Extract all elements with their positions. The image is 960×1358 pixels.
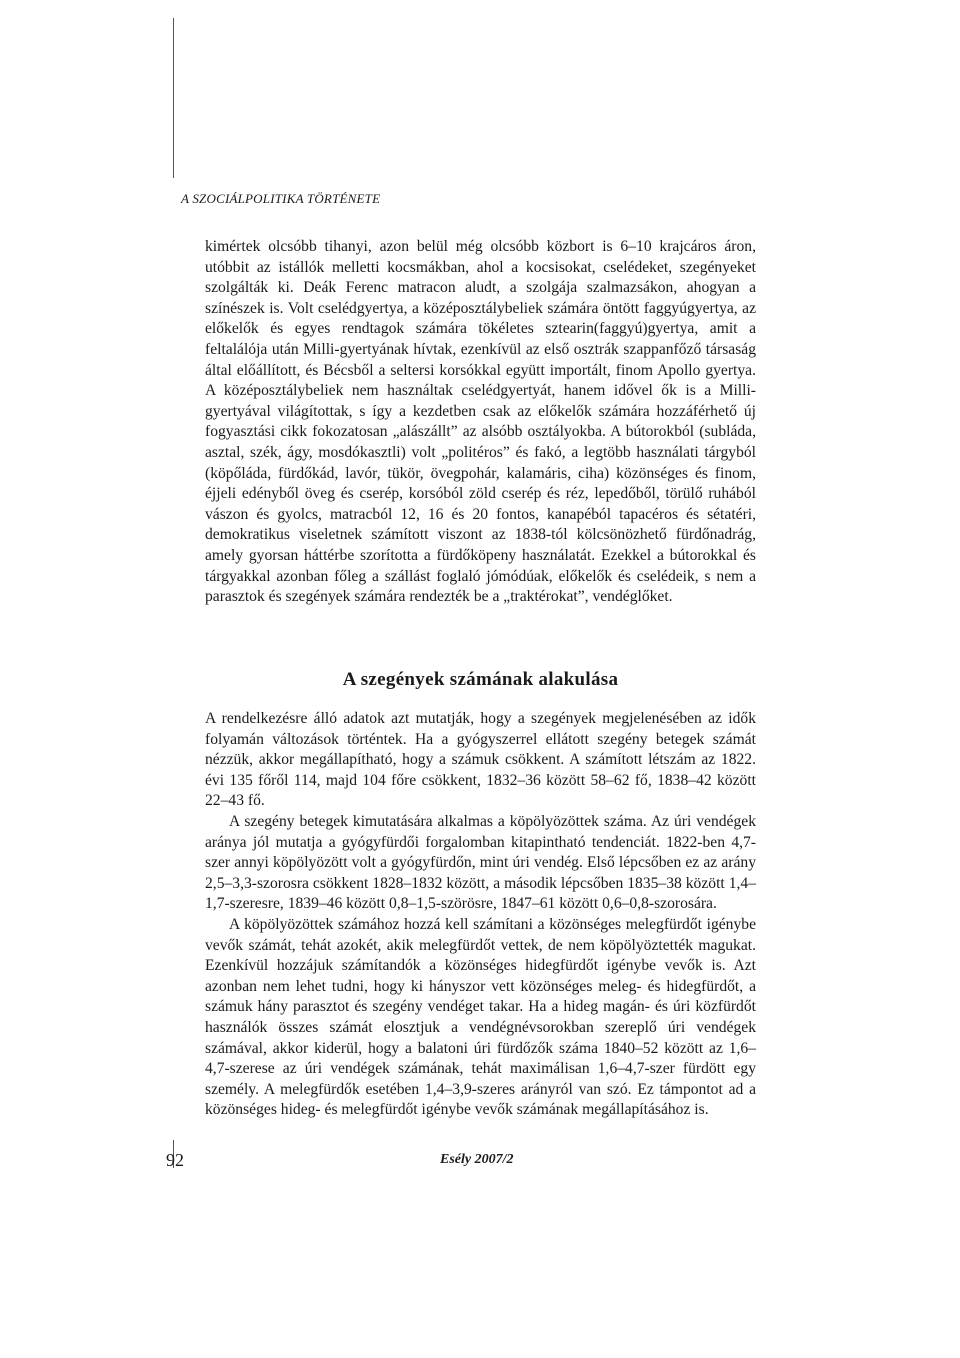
journal-name: Esély 2007/2 xyxy=(440,1152,514,1167)
section-title: A szegények számának alakulása xyxy=(342,669,619,690)
paragraph: kimértek olcsóbb tihanyi, azon belül még olcsóbb közbort is 6–10 krajcáros áron, utóbbit az istállók melletti kocsmákban, ahol a kocsisokat, cselédeket, szegényeket szolgálták ki. Deák Ferenc matracon aludt, a szolgája szalmazsákon, ahogyan a színészek is. Volt cselédgyertya, a középosztálybeliek számára öntött faggyúgyertya, az előkelők és egyes rendtagok számára tökéletes sztearin(faggyú)gyertya, amit a feltalálója után Milli-gyertyának hívtak, ezenkívül az első osztrák szappanfőző társaság által előállított, és Bécsből a seltersi korsókkal együtt importált, finom Apollo gyertya. A középosztálybeliek nem használtak cselédgyertyát, hanem idővel ők is a Milli-gyertyával világítottak, s így a kezdetben csak az előkelők számára hozzáférhető új fogyasztási cikk fokozatosan „alászállt” az alsóbb osztályokba. A bútorokból (subláda, asztal, szék, ágy, mosdókasztli) volt „politéros” és fakó, a legtöbb használati tárgyból (köpőláda, fürdőkád, lavór, tükör, övegpohár, kalamáris, ciha) közönséges és finom, éjjeli edényből öveg és cserép, korsóból zöld cserép és réz, lepedőből, törülő ruhából vászon és gyolcs, matracból 12, 16 és 20 fontos, kanapéból tapacéros és sétatéri, demokratikus viseletnek számított viszont az 1838-tól kölcsönözhető fürdőnadrág, amely gyorsan háttérbe szorította a fürdőköpeny használatát. Ezekkel a bútorokkal és tárgyakkal azonban főleg a szállást foglaló jómódúak, előkelők és cselédeik, s nem a parasztok és szegények számára rendezték be a „traktérokat”, vendéglőket. xyxy=(205,238,756,606)
paragraph: A rendelkezésre álló adatok azt mutatják, hogy a szegények megjelenésében az idők folyamán változások történtek. Ha a gyógyszerrel ellátott szegény betegek számát nézzük, akkor megállapítható, hogy a számuk csökkent. A számított létszám az 1822. évi 135 főről 114, majd 104 főre csökkent, 1832–36 között 58–62 fő, 1838–42 között 22–43 fő. xyxy=(205,710,756,810)
margin-rule-top xyxy=(173,18,174,178)
page-number: 92 xyxy=(166,1150,184,1170)
running-head: A SZOCIÁLPOLITIKA TÖRTÉNETE xyxy=(181,191,381,206)
paragraph: A szegény betegek kimutatására alkalmas a köpölyözöttek száma. Az úri vendégek aránya jól mutatja a gyógyfürdői forgalomban kitapintható tendenciát. 1822-ben 4,7-szer annyi köpölyözött volt a gyógyfürdőn, mint úri vendég. Első lépcsőben ez az arány 2,5–3,3-szorosra csökkent 1828–1832 között, a második lépcsőben 1835–38 között 1,4–1,7-szeresre, 1839–46 között 0,8–1,5-szörösre, 1847–61 között 0,6–0,8-szorosára. xyxy=(205,812,756,913)
section-body xyxy=(205,709,756,1121)
continuation-text xyxy=(205,237,756,608)
paragraph: A köpölyözöttek számához hozzá kell számítani a közönséges melegfürdőt igénybe vevők számát, tehát azokét, akik melegfürdőt vettek, de nem köpölyöztették magukat. Ezenkívül hozzájuk számítandók a közönséges hidegfürdőt igénybe vevők is. Azt azonban nem lehet tudni, hogy ki hányszor vett közönséges meleg- és hidegfürdőt, a számuk hány parasztot és szegény vendéget takar. Ha a hideg magán- és úri közfürdőt használók összes számát elosztjuk a vendégnévsorokban szereplő úri vendégek számával, akkor kiderül, hogy a balatoni úri fürdőzők száma 1840–52 között az 1,6–4,7-szerese az úri vendégek számának, tehát maximálisan 1,6–4,7-szer fürdött egy személy. A melegfürdők esetében 1,4–3,9-szeres arányról van szó. Ez támpontot ad a közönséges hideg- és melegfürdőt igénybe vevők számának megállapításához is. xyxy=(205,915,756,1119)
